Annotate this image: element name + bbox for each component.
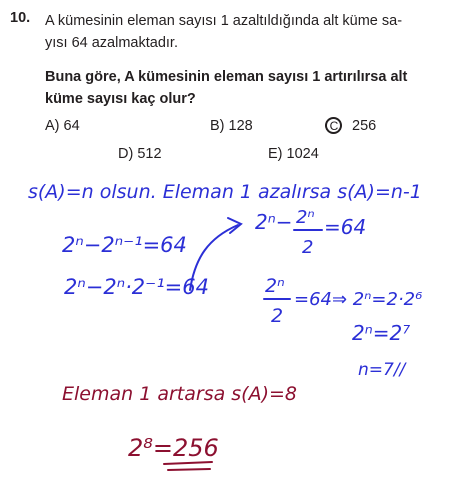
option-c-value: 256: [352, 118, 377, 134]
question-text-line: A kümesinin eleman sayısı 1 azaltıldığında alt küme sa-: [45, 13, 403, 29]
hw-red-line: Eleman 1 artarsa s(A)=8: [62, 383, 298, 405]
hw-eq-c-frac-num: 2ⁿ: [296, 207, 315, 228]
hw-eq-d-den: 2: [271, 305, 284, 327]
hw-eq-c-left: 2ⁿ−: [255, 210, 293, 234]
question-text-line: yısı 64 azalmaktadır.: [45, 35, 178, 51]
hw-eq-c-frac-den: 2: [302, 237, 314, 258]
option-b[interactable]: B) 128: [210, 118, 253, 134]
hw-eq-c-rhs: =64: [324, 215, 367, 239]
question-number: 10.: [10, 10, 31, 26]
hw-eq-d-rhs: =64⇒ 2ⁿ=2·2⁶: [294, 289, 423, 310]
hw-eq-e: 2ⁿ=2⁷: [352, 321, 411, 345]
option-d[interactable]: D) 512: [118, 146, 162, 162]
option-c-letter: C: [329, 119, 339, 133]
question-prompt-line: Buna göre, A kümesinin eleman sayısı 1 artırılırsa alt: [45, 69, 408, 85]
hw-answer-underline: [168, 469, 210, 470]
option-a[interactable]: A) 64: [45, 118, 80, 134]
hw-eq-b: 2ⁿ−2ⁿ·2⁻¹=64: [64, 275, 209, 299]
question-prompt-line: küme sayısı kaç olur?: [45, 91, 196, 107]
hw-eq-d-num: 2ⁿ: [265, 275, 285, 297]
hw-eq-f: n=7//: [358, 360, 406, 380]
option-e[interactable]: E) 1024: [268, 146, 319, 162]
hw-line1: s(A)=n olsun. Eleman 1 azalırsa s(A)=n-1: [28, 181, 422, 203]
hw-answer-underline: [164, 462, 212, 464]
hw-answer: 2⁸=256: [128, 434, 219, 462]
hw-eq-a: 2ⁿ−2ⁿ⁻¹=64: [62, 233, 187, 257]
